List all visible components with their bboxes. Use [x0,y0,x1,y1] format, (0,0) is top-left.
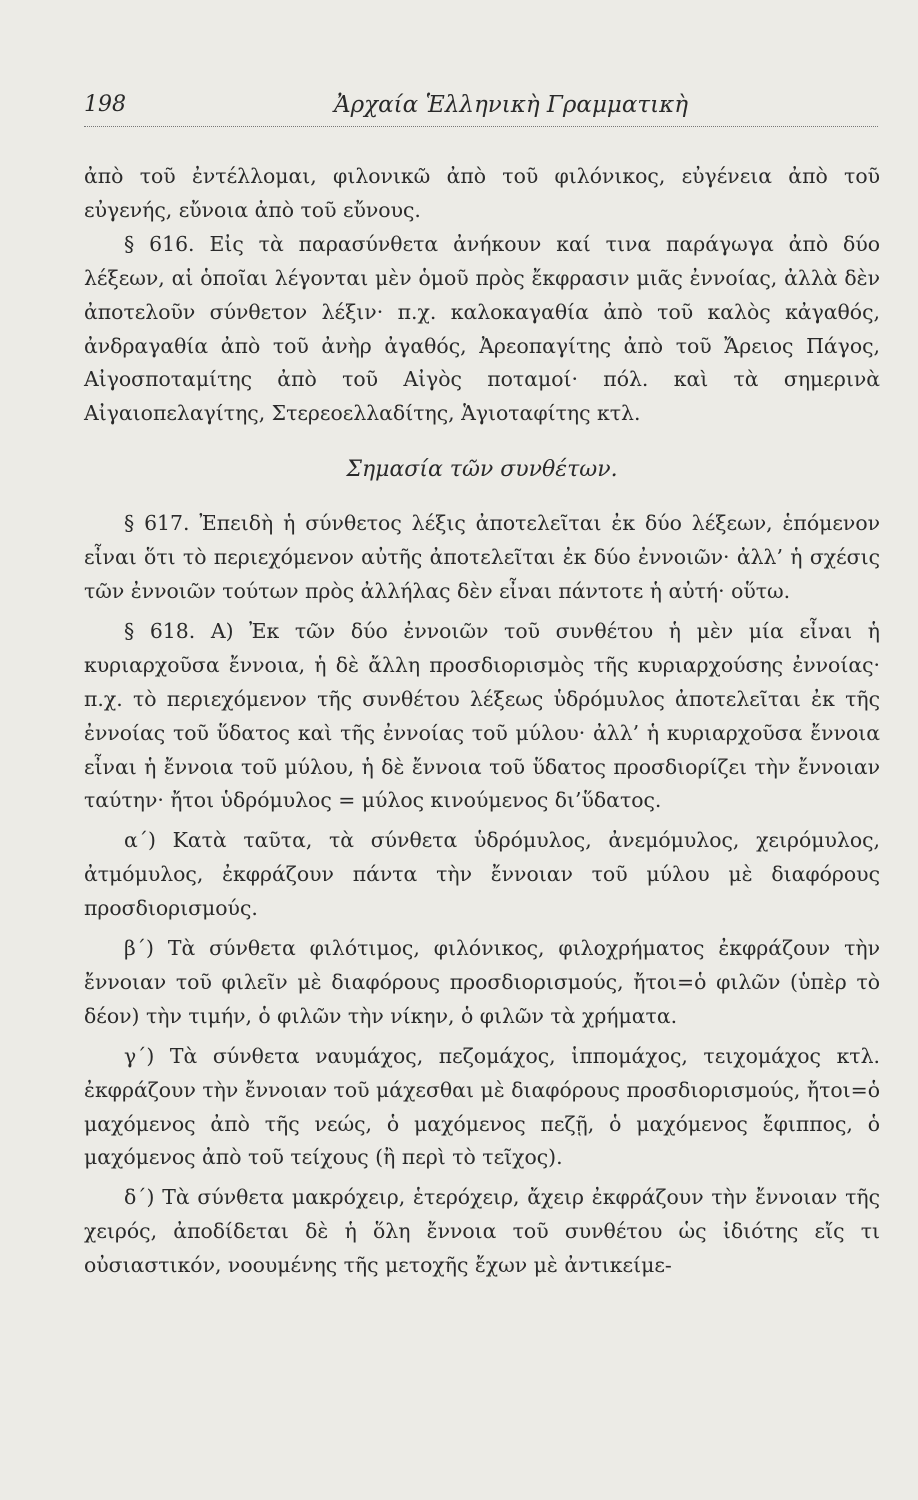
paragraph-beta: β΄) Τὰ σύνθετα φιλότιμος, φιλόνικος, φιλοχρήματος ἐκφράζουν τὴν ἔννοιαν τοῦ φιλεῖν μὲ διαφόρους προσδιορισμούς, ἤτοι=ὁ φιλῶν (ὑπὲρ τὸ δέον) τὴν τιμήν, ὁ φιλῶν τὴν νίκην, ὁ φιλῶν τὰ χρήματα. [84,936,880,1028]
paragraph-617: § 617. Ἐπειδὴ ἡ σύνθετος λέξις ἀποτελεῖται ἐκ δύο λέξεων, ἑπόμενον εἶναι ὅτι τὸ περιεχόμενον αὐτῆς ἀποτελεῖται ἐκ δύο ἐννοιῶν· ἀλλ’ ἡ σχέσις τῶν ἐννοιῶν τούτων πρὸς ἀλλήλας δὲν εἶναι πάντοτε ἡ αὐτή· οὕτω. [84,511,880,603]
page-header [84,84,878,120]
running-title: Ἀρχαία Ἑλληνικὴ Γραμματικὴ [334,92,688,118]
paragraph-continuation: ἀπὸ τοῦ ἐντέλλομαι, φιλονικῶ ἀπὸ τοῦ φιλόνικος, εὐγένεια ἀπὸ τοῦ εὐγενής, εὔνοια ἀπὸ τοῦ εὔνους. [84,164,880,222]
section-heading: Σημασία τῶν συνθέτων. [346,457,618,483]
paragraph-616: § 616. Εἰς τὰ παρασύνθετα ἀνήκουν καί τινα παράγωγα ἀπὸ δύο λέξεων, αἱ ὁποῖαι λέγονται μὲν ὁμοῦ πρὸς ἔκφρασιν μιᾶς ἐννοίας, ἀλλὰ δὲν ἀποτελοῦν σύνθετον λέξιν· π.χ. καλοκαγαθία ἀπὸ τοῦ καλὸς κἀγαθός, ἀνδραγαθία ἀπὸ τοῦ ἀνὴρ ἀγαθός, Ἀρεοπαγίτης ἀπὸ τοῦ Ἄρειος Πάγος, Αἰγοσποταμίτης ἀπὸ τοῦ Αἰγὸς ποταμοί· πόλ. καὶ τὰ σημερινὰ Αἰγαιοπελαγίτης, Στερεοελλαδίτης, Ἁγιοταφίτης κτλ. [84,231,880,426]
paragraph-alpha: α΄) Κατὰ ταῦτα, τὰ σύνθετα ὑδρόμυλος, ἀνεμόμυλος, χειρόμυλος, ἀτμόμυλος, ἐκφράζουν πάντα τὴν ἔννοιαν τοῦ μύλου μὲ διαφόρους προσδιορισμούς. [84,828,880,921]
header-rule [84,126,878,127]
body-text [84,160,880,1283]
page-number: 198 [84,92,126,117]
paragraph-618: § 618. Α) Ἐκ τῶν δύο ἐννοιῶν τοῦ συνθέτου ἡ μὲν μία εἶναι ἡ κυριαρχοῦσα ἔννοια, ἡ δὲ ἄλλη προσδιορισμὸς τῆς κυριαρχούσης ἐννοίας· π.χ. τὸ περιεχόμενον τῆς συνθέτου λέξεως ὑδρόμυλος ἀποτελεῖται ἐκ τῆς ἐννοίας τοῦ ὕδατος καὶ τῆς ἐννοίας τοῦ μύλου· ἀλλ’ ἡ κυριαρχοῦσα ἔννοια εἶναι ἡ ἔννοια τοῦ μύλου, ἡ δὲ ἔννοια τοῦ ὕδατος προσδιορίζει τὴν ἔννοιαν ταύτην· ἤτοι ὑδρόμυλος = μύλος κινούμενος δι’ὕδατος. [84,618,880,813]
paragraph-gamma: γ΄) Τὰ σύνθετα ναυμάχος, πεζομάχος, ἱππομάχος, τειχομάχος κτλ. ἐκφράζουν τὴν ἔννοιαν τοῦ μάχεσθαι μὲ διαφόρους προσδιορισμούς, ἤτοι=ὁ μαχόμενος ἀπὸ τῆς νεώς, ὁ μαχόμενος πεζῇ, ὁ μαχόμενος ἔφιππος, ὁ μαχόμενος ἀπὸ τοῦ τείχους (ἢ περὶ τὸ τεῖχος). [84,1043,880,1170]
paragraph-delta: δ΄) Τὰ σύνθετα μακρόχειρ, ἑτερόχειρ, ἄχειρ ἐκφράζουν τὴν ἔννοιαν τῆς χειρός, ἀποδίδεται δὲ ἡ ὅλη ἔννοια τοῦ συνθέτου ὡς ἰδιότης εἴς τι οὐσιαστικόν, νοουμένης τῆς μετοχῆς ἔχων μὲ ἀντικείμε- [84,1185,880,1278]
